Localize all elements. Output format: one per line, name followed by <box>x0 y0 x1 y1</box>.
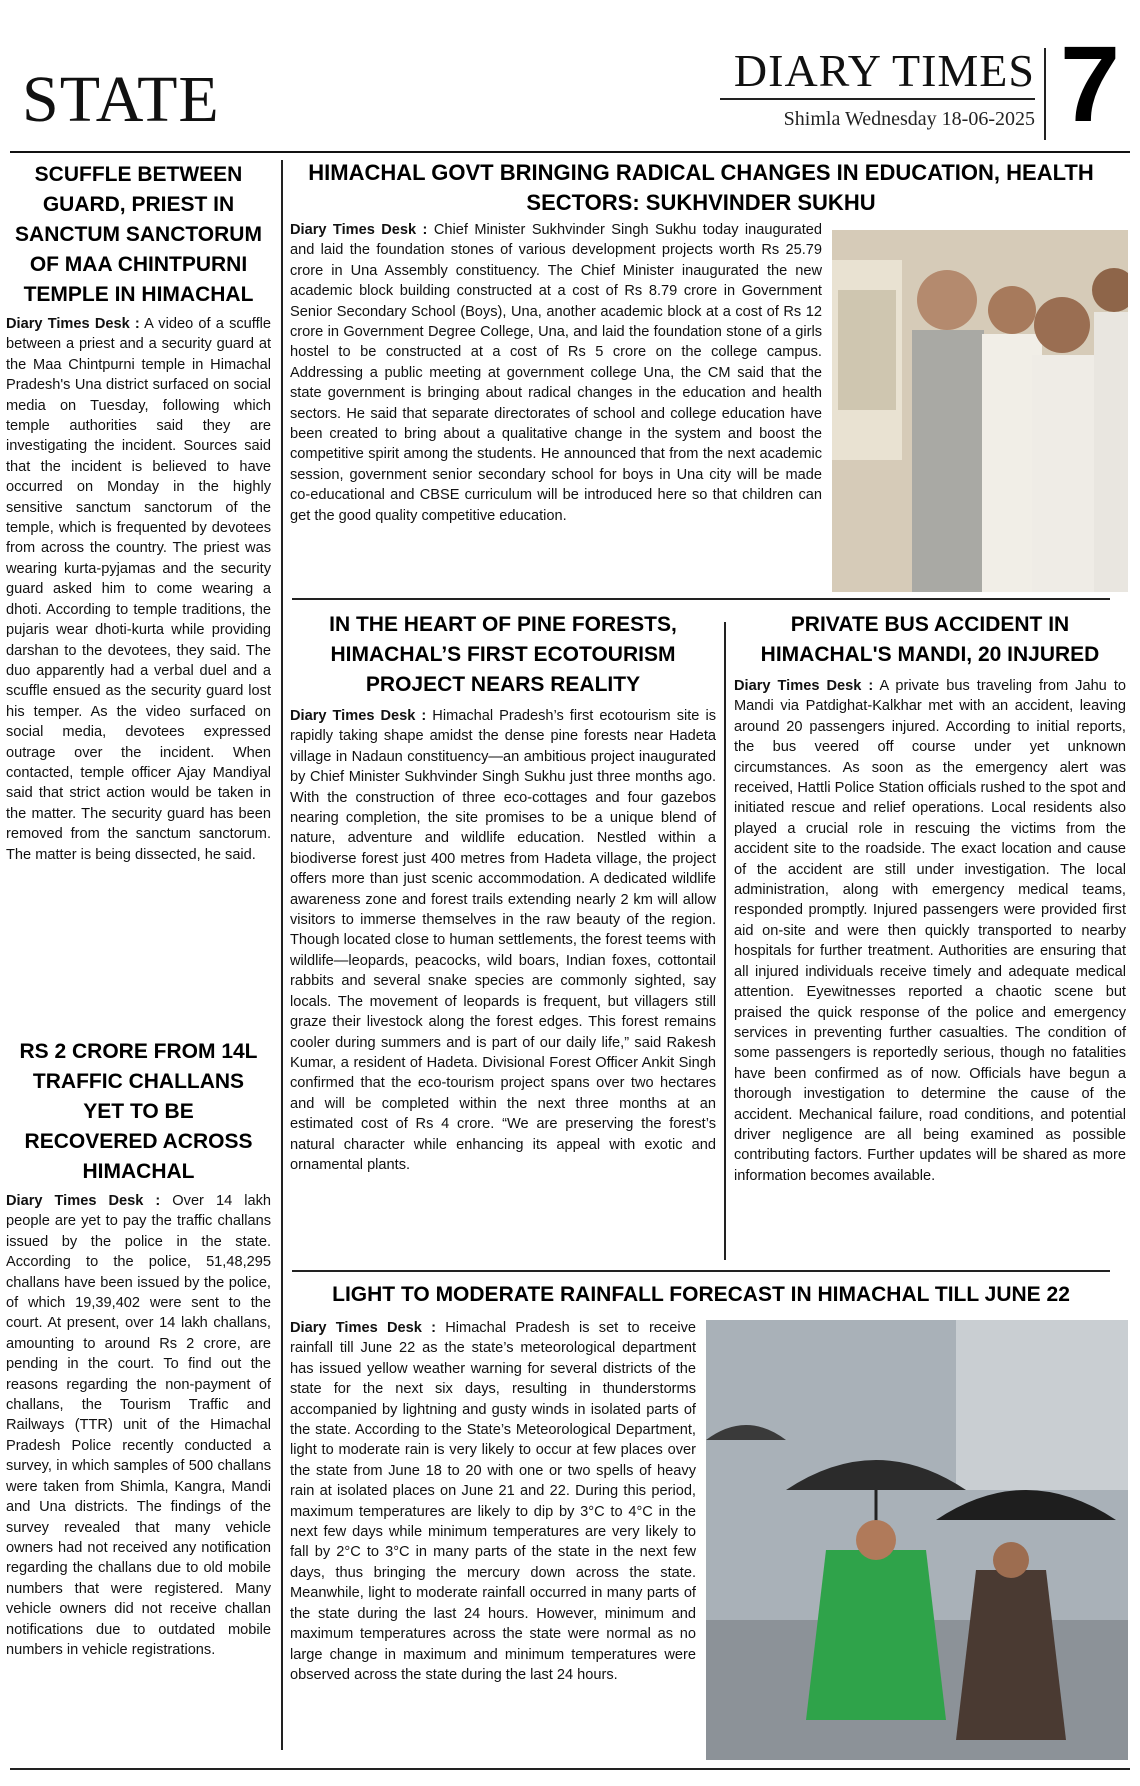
article-body <box>734 676 1126 1186</box>
masthead-rule <box>720 98 1035 100</box>
desk-credit: Diary Times Desk : <box>6 1193 161 1209</box>
desk-credit: Diary Times Desk : <box>734 678 874 694</box>
column-divider-left <box>281 160 283 1750</box>
headline: PRIVATE BUS ACCIDENT IN HIMACHAL'S MANDI, 20 INJURED <box>760 613 1100 666</box>
headline: LIGHT TO MODERATE RAINFALL FORECAST IN HIMACHAL TILL JUNE 22 <box>332 1283 1070 1306</box>
rain-illustration <box>706 1320 1128 1760</box>
section-rule-2 <box>292 1270 1110 1272</box>
dateline: Shimla Wednesday 18-06-2025 <box>783 108 1035 130</box>
people-illustration <box>832 230 1128 592</box>
article-scuffle <box>6 160 271 865</box>
headline: HIMACHAL GOVT BRINGING RADICAL CHANGES IN EDUCATION, HEALTH SECTORS: SUKHVINDER SUKHU <box>308 160 1094 215</box>
body-text: A private bus traveling from Jahu to Mandi via Patdighat-Kalkhar met with an accident, leaving around 20 passengers injured. According to initial reports, the bus veered off course under yet unknown circumstances. As soon as the emergency alert was received, Hattli Police Station officials rushed to the spot and initiated rescue and relief operations. Local residents also played a crucial role in rescuing the victims from the accident site to the roadside. The exact location and cause of the accident are still under investigation. The local administration, along with emergency medical teams, responded promptly. Injured passengers were provided first aid on-site and were then quickly transported to nearby hospitals for further treatment. Authorities are ensuring that all injured individuals receive timely and adequate medical attention. Eyewitnesses reported a chaotic scene but praised the quick response of the police and emergency services in preventing further casualties. The condition of some passengers is reportedly serious, though no fatalities have been confirmed as of now. Officials have begun a thorough investigation to determine the cause of the accident. Mechanical failure, road conditions, and potential driver negligence are all being examined as possible contributing factors. Further updates will be shared as more information becomes available. <box>734 678 1126 1184</box>
rain-umbrella-photo <box>706 1320 1128 1760</box>
body-text: Himachal Pradesh is set to receive rainfall till June 22 as the state’s meteorological department has issued yellow weather warning for several districts of the state for the next six days, resulting in thunderstorms accompanied by lightning and gusty winds in isolated parts of the state. According to the State’s Meteorological Department, light to moderate rain is very likely to occur at few places over the state from June 18 to 20 with one or two spells of heavy rain at isolated places on June 21 and 22. During this period, maximum temperatures are likely to dip by 3°C to 4°C in the next few days while minimum temperatures are very likely to fall by 2°C to 3°C in many parts of the state in the next few days, thus bringing the mercury down across the state. Meanwhile, light to moderate rainfall occurred in many parts of the state during the last 24 hours. However, minimum and maximum temperatures across the state were normal as no large change in maximum and minimum temperatures were observed across the state during the last 24 hours. <box>290 1320 696 1683</box>
article-bus-accident <box>734 610 1126 1186</box>
article-body <box>6 1191 271 1660</box>
section-rule-1 <box>292 598 1110 600</box>
body-text: Himachal Pradesh’s first ecotourism site is rapidly taking shape amidst the dense pine forests near Hadeta village in Nadaun constituency—an ambitious project inaugurated by Chief Minister Sukhvinder Singh Sukhu just three months ago. With the construction of three eco-cottages and four gazebos nearing completion, the site promises to be a unique blend of nature, adventure and wildlife education. Nestled within a biodiverse forest just 400 metres from Hadeta village, the project offers more than just scenic accommodation. A dedicated wildlife awareness zone and forest trails extending nearly 2 km will allow visitors to immerse themselves in the raw beauty of the region. Though located close to human settlements, the forest teems with wildlife—leopards, peacocks, wild boars, Indian foxes, cottontail rabbits and several snake species are commonly sighted, say locals. The movement of leopards is frequent, but villagers still graze their livestock along the forest edges. This forest remains cooler during summers and is part of our daily life,” said Rakesh Kumar, a resident of Hadeta. Divisional Forest Officer Ankit Singh confirmed that the eco-tourism project spans over two hectares and will be completed within the next three months at an estimated cost of Rs 4 crore. “We are preserving the forest’s natural character while enhancing its appeal with exotic and ornamental plants. <box>290 708 716 1173</box>
article-rainfall-body <box>290 1318 696 1685</box>
headline: IN THE HEART OF PINE FORESTS, HIMACHAL’S FIRST ECOTOURISM PROJECT NEARS REALITY <box>329 613 677 696</box>
body-text: A video of a scuffle between a priest and a security guard at the Maa Chintpurni temple in Himachal Pradesh's Una district surfaced on social media on Tuesday, following which temple authorities said they are investigating the incident. Sources said that the incident is believed to have occurred on Monday in the highly sensitive sanctum sanctorum of the temple, which is frequented by devotees from across the country. The priest was wearing kurta-pyjamas and the security guard asked him to come wearing a dhoti. According to temple traditions, the pujaris wear dhoti-kurta while providing darshan to the devotees, they said. The duo apparently had a verbal duel and a scuffle ensued as the security guard lost his temper. As the video surfaced on social media, devotees expressed outrage over the incident. When contacted, temple officer Ajay Mandiyal said that strict action would be taken in the matter. The security guard has been removed from the sanctum sanctorum. The matter is being dissected, he said. <box>6 316 271 863</box>
article-education-body <box>290 220 822 526</box>
desk-credit: Diary Times Desk : <box>6 316 140 332</box>
desk-credit: Diary Times Desk : <box>290 708 427 724</box>
body-text: Over 14 lakh people are yet to pay the traffic challans issued by the police in the state. According to the police, 51,48,295 challans have been issued by the police, of which 19,39,402 were sent to the court. At present, over 14 lakh challans, amounting to around Rs 2 crore, are pending in the court. To find out the reasons regarding the non-payment of challans, the Tourism Traffic and Railways (TTR) unit of the Himachal Pradesh Police recently conducted a survey, in which samples of 500 challans were taken from Shimla, Kangra, Mandi and Una districts. The findings of the survey revealed that many vehicle owners had not received any notification regarding the challans due to old mobile numbers that were registered. Many vehicle owners did not receive challan notifications due to outdated mobile numbers in vehicle registrations. <box>6 1193 271 1658</box>
masthead <box>0 0 1140 150</box>
article-body <box>290 706 716 1175</box>
section-title: STATE <box>22 63 220 136</box>
article-rainfall <box>290 1280 1112 1310</box>
masthead-divider <box>1044 48 1046 140</box>
paper-name: DIARY TIMES <box>733 45 1035 96</box>
footer-rule <box>10 1768 1130 1770</box>
article-body <box>290 1318 696 1685</box>
desk-credit: Diary Times Desk : <box>290 1320 436 1336</box>
body-text: Chief Minister Sukhvinder Singh Sukhu today inaugurated and laid the foundation stones of various development projects worth Rs 25.79 crore in Una Assembly constituency. The Chief Minister inaugurated the new academic block building constructed at a cost of Rs 8.79 crore in Government Senior Secondary School (Boys), Una, another academic block at a cost of Rs 12 crore in Government Degree College, Una, and laid the foundation stone of a girls hostel to be constructed at a cost of Rs 5 crore on the college campus. Addressing a public meeting at government college Una, the CM said that the state government is bringing about radical changes in the education and health sectors. He said that separate directorates of school and college education have been created to bring about a qualitative change in the system and boost the competitive spirit among the students. He announced that from the next academic session, government senior secondary school for boys in Una city will be made co-educational and CBSE curriculum will be introduced here so that children can get the good quality competitive education. <box>290 222 822 524</box>
article-body <box>290 220 822 526</box>
header-rule <box>10 151 1130 153</box>
article-body <box>6 314 271 865</box>
article-challans <box>6 1037 271 1660</box>
cm-inauguration-photo <box>832 230 1128 592</box>
article-education <box>290 158 1112 218</box>
headline: SCUFFLE BETWEEN GUARD, PRIEST IN SANCTUM SANCTORUM OF MAA CHINTPURNI TEMPLE IN HIMACHAL <box>15 163 262 306</box>
page-number: 7 <box>1060 23 1121 144</box>
desk-credit: Diary Times Desk : <box>290 222 428 238</box>
headline: RS 2 CRORE FROM 14L TRAFFIC CHALLANS YET TO BE RECOVERED ACROSS HIMACHAL <box>19 1040 258 1183</box>
column-divider-middle <box>724 622 726 1260</box>
article-ecotourism <box>290 610 716 1175</box>
